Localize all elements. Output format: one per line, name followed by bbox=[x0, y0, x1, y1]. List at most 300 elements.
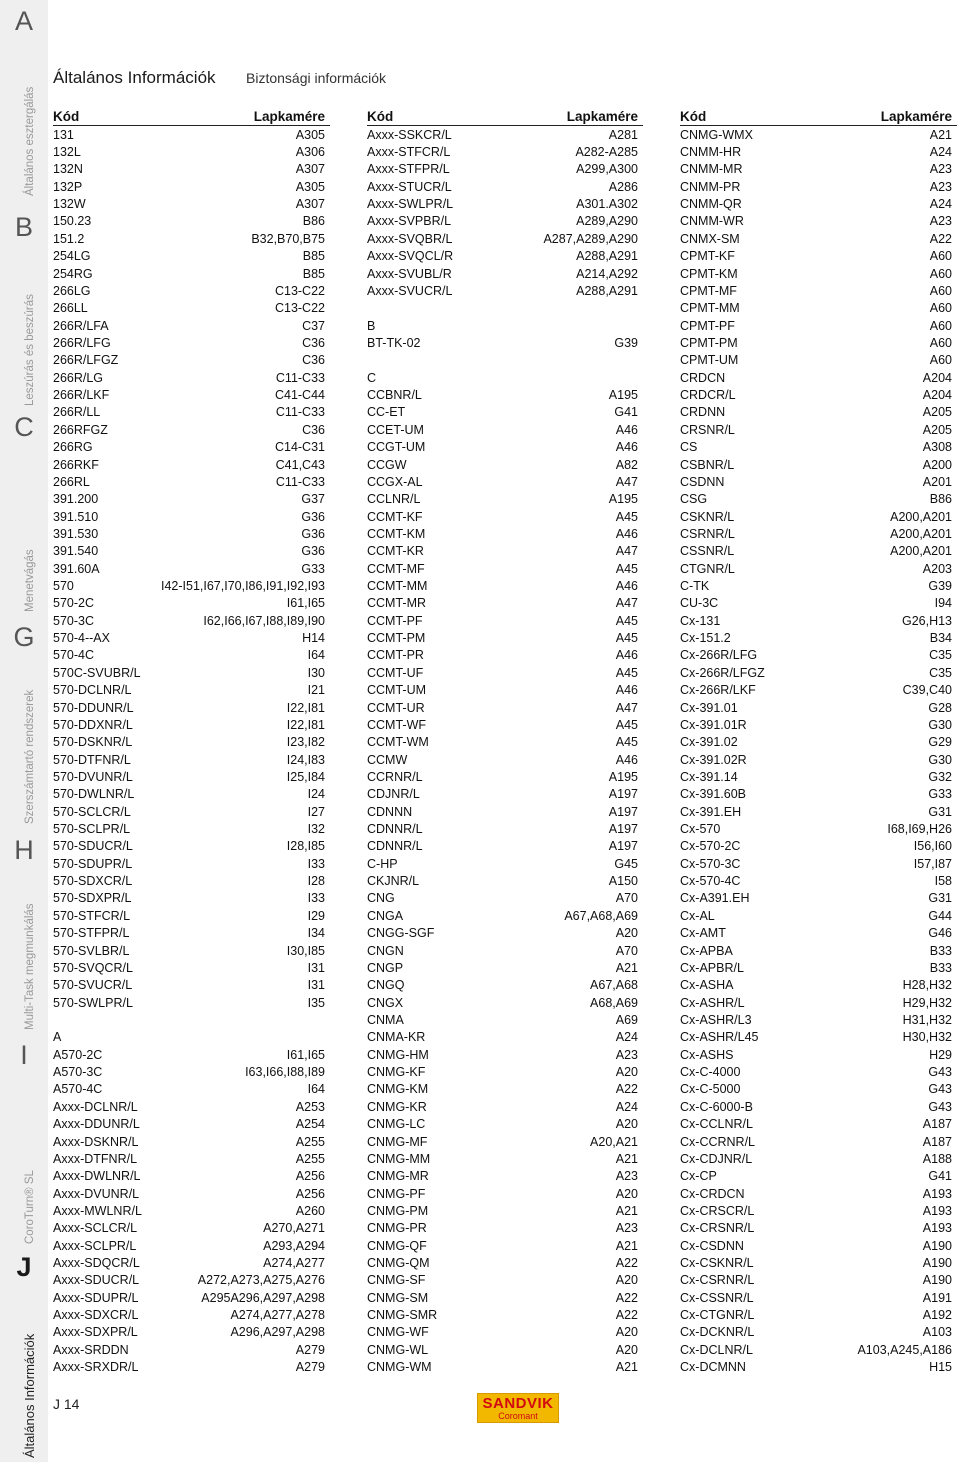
table-row bbox=[680, 925, 952, 942]
page-reference[interactable]: A295A296,A297,A298 bbox=[201, 1290, 325, 1305]
table-row bbox=[680, 369, 952, 386]
page-reference[interactable]: B86 bbox=[929, 492, 952, 507]
page-reference[interactable]: A47 bbox=[615, 596, 638, 611]
product-code: 266RFGZ bbox=[53, 422, 108, 437]
page-reference[interactable]: A46 bbox=[615, 526, 638, 541]
page-reference[interactable]: A288,A291 bbox=[576, 283, 638, 298]
page-reference[interactable]: I33 bbox=[307, 891, 325, 906]
page-reference[interactable]: G43 bbox=[928, 1065, 952, 1080]
page-reference[interactable]: A190 bbox=[922, 1256, 952, 1271]
table-row bbox=[53, 734, 325, 751]
page-reference[interactable]: A21 bbox=[615, 960, 638, 975]
page-reference[interactable]: A60 bbox=[929, 318, 952, 333]
page-reference[interactable]: C14-C31 bbox=[274, 440, 325, 455]
page-reference[interactable]: G29 bbox=[928, 735, 952, 750]
page-reference[interactable]: A70 bbox=[615, 891, 638, 906]
table-header bbox=[680, 107, 952, 126]
page-reference[interactable]: A254 bbox=[295, 1117, 325, 1132]
page-reference[interactable]: A203 bbox=[922, 561, 952, 576]
page-reference[interactable]: I58 bbox=[934, 874, 952, 889]
product-code: CRSNR/L bbox=[680, 422, 735, 437]
page-reference[interactable]: I31 bbox=[307, 978, 325, 993]
product-code: CCGX-AL bbox=[367, 474, 423, 489]
page-reference[interactable]: G46 bbox=[928, 926, 952, 941]
page-reference[interactable]: A255 bbox=[295, 1151, 325, 1166]
page-reference[interactable]: C35 bbox=[929, 665, 952, 680]
page-reference[interactable]: I35 bbox=[307, 995, 325, 1010]
product-code: CNMM-HR bbox=[680, 145, 742, 160]
page-reference[interactable]: A45 bbox=[615, 631, 638, 646]
table-row bbox=[53, 404, 325, 421]
table-row bbox=[53, 855, 325, 872]
page-reference[interactable]: A282-A285 bbox=[575, 145, 638, 160]
product-code: 570-DDUNR/L bbox=[53, 700, 134, 715]
page-reference[interactable]: A23 bbox=[929, 162, 952, 177]
product-code: Axxx-STFPR/L bbox=[367, 162, 450, 177]
page-reference[interactable]: A46 bbox=[615, 683, 638, 698]
table-row bbox=[367, 143, 638, 160]
page-reference[interactable]: A256 bbox=[295, 1186, 325, 1201]
page-reference[interactable]: H30,H32 bbox=[902, 1030, 952, 1045]
product-code: CCMT-MF bbox=[367, 561, 425, 576]
table-row bbox=[367, 473, 638, 490]
table-row bbox=[680, 525, 952, 542]
page-reference[interactable]: G43 bbox=[928, 1082, 952, 1097]
page-reference[interactable]: A22 bbox=[615, 1256, 638, 1271]
page-reference[interactable]: A201 bbox=[922, 474, 952, 489]
page-reference[interactable]: A205 bbox=[922, 422, 952, 437]
page-reference[interactable]: A287,A289,A290 bbox=[543, 231, 638, 246]
page-reference[interactable]: A23 bbox=[615, 1221, 638, 1236]
product-code: CNMM-PR bbox=[680, 179, 741, 194]
table-row bbox=[53, 248, 325, 265]
table-row bbox=[367, 942, 638, 959]
page-reference[interactable]: G36 bbox=[301, 509, 325, 524]
page-reference[interactable]: A20 bbox=[615, 1186, 638, 1201]
table-row bbox=[367, 1341, 638, 1358]
page-reference[interactable]: A193 bbox=[922, 1186, 952, 1201]
product-code: Cx-CSRNR/L bbox=[680, 1273, 755, 1288]
page-reference[interactable]: G26,H13 bbox=[901, 613, 952, 628]
page-reference[interactable]: G44 bbox=[928, 908, 952, 923]
section-letter-i[interactable]: I bbox=[20, 1040, 28, 1070]
page-reference[interactable]: A46 bbox=[615, 422, 638, 437]
page-reference[interactable]: G31 bbox=[928, 804, 952, 819]
page-reference[interactable]: A67,A68 bbox=[590, 978, 638, 993]
page-reference[interactable]: A20 bbox=[615, 1065, 638, 1080]
table-row bbox=[53, 508, 325, 525]
product-code: CNMX-SM bbox=[680, 231, 740, 246]
section-label-altalanos-esztergalas[interactable]: Általános esztergálás bbox=[24, 86, 36, 196]
page-reference[interactable]: A45 bbox=[615, 509, 638, 524]
page-reference[interactable]: A200,A201 bbox=[890, 526, 952, 541]
page-reference[interactable]: I64 bbox=[307, 648, 325, 663]
table-row bbox=[680, 1046, 952, 1063]
page-reference[interactable]: H29,H32 bbox=[902, 995, 952, 1010]
page-reference[interactable]: A279 bbox=[295, 1342, 325, 1357]
page-reference[interactable]: C13-C22 bbox=[274, 283, 325, 298]
page-reference[interactable]: I28 bbox=[307, 874, 325, 889]
page-reference[interactable]: A305 bbox=[295, 127, 325, 142]
page-reference[interactable]: A193 bbox=[922, 1221, 952, 1236]
page-reference[interactable]: H15 bbox=[929, 1360, 952, 1375]
page-reference[interactable]: A307 bbox=[295, 162, 325, 177]
page-reference[interactable]: I31 bbox=[307, 960, 325, 975]
page-reference[interactable]: A20 bbox=[615, 1325, 638, 1340]
page-reference[interactable]: A288,A291 bbox=[576, 249, 638, 264]
page-reference[interactable]: A22 bbox=[615, 1082, 638, 1097]
page-reference[interactable]: H29 bbox=[929, 1047, 952, 1062]
table-row bbox=[680, 699, 952, 716]
page-reference[interactable]: A200,A201 bbox=[890, 509, 952, 524]
table-row bbox=[680, 872, 952, 889]
product-code: 570-SVLBR/L bbox=[53, 943, 130, 958]
page-reference[interactable]: A286 bbox=[608, 179, 638, 194]
table-row bbox=[680, 907, 952, 924]
page-reference[interactable]: A22 bbox=[929, 231, 952, 246]
page-reference[interactable]: A296,A297,A298 bbox=[230, 1325, 325, 1340]
page-reference[interactable]: A20 bbox=[615, 1273, 638, 1288]
page-reference[interactable]: A21 bbox=[615, 1360, 638, 1375]
table-row bbox=[367, 282, 638, 299]
table-row bbox=[680, 682, 952, 699]
table-row bbox=[680, 786, 952, 803]
page-reference[interactable]: I62,I66,I67,I88,I89,I90 bbox=[203, 613, 325, 628]
page-reference[interactable]: C11-C33 bbox=[275, 405, 325, 420]
page-reference[interactable]: I22,I81 bbox=[286, 700, 325, 715]
page-reference[interactable]: A21 bbox=[615, 1151, 638, 1166]
page-reference[interactable]: C36 bbox=[302, 335, 325, 350]
product-code: CNMG-PM bbox=[367, 1203, 429, 1218]
page-reference[interactable]: C11-C33 bbox=[275, 474, 325, 489]
page-reference[interactable]: A103,A245,A186 bbox=[857, 1342, 952, 1357]
page-reference[interactable]: A22 bbox=[615, 1308, 638, 1323]
page-reference[interactable]: A187 bbox=[922, 1117, 952, 1132]
page-reference[interactable]: I30,I85 bbox=[286, 943, 325, 958]
page-reference[interactable]: A22 bbox=[615, 1290, 638, 1305]
product-code: Cx-CSKNR/L bbox=[680, 1256, 754, 1271]
section-label-leszuras[interactable]: Leszúrás és beszúrás bbox=[24, 294, 36, 406]
page-reference[interactable]: G43 bbox=[928, 1099, 952, 1114]
page-reference[interactable]: A20 bbox=[615, 926, 638, 941]
page-reference[interactable]: I21 bbox=[307, 683, 325, 698]
page-reference[interactable]: I24,I83 bbox=[286, 752, 325, 767]
page-reference[interactable]: A272,A273,A275,A276 bbox=[197, 1273, 325, 1288]
page-reference[interactable]: I63,I66,I88,I89 bbox=[245, 1065, 325, 1080]
page-reference[interactable]: A24 bbox=[929, 197, 952, 212]
page-reference[interactable]: A46 bbox=[615, 752, 638, 767]
product-code: 570-2C bbox=[53, 596, 94, 611]
section-label-coroturn-sl[interactable]: CoroTurn® SL bbox=[24, 1170, 36, 1244]
table-row bbox=[680, 1081, 952, 1098]
page-reference[interactable]: A306 bbox=[295, 145, 325, 160]
page-reference[interactable]: G37 bbox=[301, 492, 325, 507]
product-code: Cx-C-4000 bbox=[680, 1065, 741, 1080]
page-reference[interactable]: I61,I65 bbox=[286, 1047, 325, 1062]
page-reference[interactable]: C36 bbox=[302, 422, 325, 437]
page-reference[interactable]: H28,H32 bbox=[902, 978, 952, 993]
page-reference[interactable]: A255 bbox=[295, 1134, 325, 1149]
product-code: CCMT-MM bbox=[367, 579, 428, 594]
page-reference[interactable]: A20 bbox=[615, 1117, 638, 1132]
page-reference[interactable]: A281 bbox=[608, 127, 638, 142]
page-reference[interactable]: A47 bbox=[615, 700, 638, 715]
section-label-altalanos-informaciok[interactable]: Általános Információk bbox=[22, 1333, 37, 1458]
product-code: CNMG-MF bbox=[367, 1134, 428, 1149]
page-reference[interactable]: C39,C40 bbox=[902, 683, 952, 698]
page-reference[interactable]: I33 bbox=[307, 856, 325, 871]
page-reference[interactable]: A200 bbox=[922, 457, 952, 472]
page-reference[interactable]: A289,A290 bbox=[576, 214, 638, 229]
page-reference[interactable]: G36 bbox=[301, 544, 325, 559]
page-reference[interactable]: A67,A68,A69 bbox=[564, 908, 638, 923]
page-reference[interactable]: G31 bbox=[928, 891, 952, 906]
page-reference[interactable]: A69 bbox=[615, 1013, 638, 1027]
page-reference[interactable]: A190 bbox=[922, 1238, 952, 1253]
table-row bbox=[53, 1081, 325, 1098]
page-reference[interactable]: I57,I87 bbox=[913, 856, 952, 871]
index-column-3 bbox=[680, 107, 952, 1376]
page-reference[interactable]: G32 bbox=[928, 769, 952, 784]
product-code: Cx-131 bbox=[680, 613, 721, 628]
page-reference[interactable]: A45 bbox=[615, 735, 638, 750]
page-reference[interactable]: A46 bbox=[615, 440, 638, 455]
page-reference[interactable]: A195 bbox=[608, 769, 638, 784]
page-reference[interactable]: A279 bbox=[295, 1360, 325, 1375]
page-reference[interactable]: A214,A292 bbox=[576, 266, 638, 281]
page-reference[interactable]: I23,I82 bbox=[286, 735, 325, 750]
product-code: CNGQ bbox=[367, 978, 405, 993]
page-reference[interactable]: A45 bbox=[615, 665, 638, 680]
product-code: 570-SDXPR/L bbox=[53, 891, 132, 906]
page-reference[interactable]: A150 bbox=[608, 874, 638, 889]
page-reference[interactable]: B32,B70,B75 bbox=[251, 231, 325, 246]
page-reference[interactable]: I24 bbox=[307, 787, 325, 802]
page-reference[interactable]: G45 bbox=[614, 856, 638, 871]
page-reference[interactable]: I42-I51,I67,I70,I86,I91,I92,I93 bbox=[160, 579, 325, 594]
page-reference[interactable]: B34 bbox=[929, 631, 952, 646]
page-reference[interactable]: A299,A300 bbox=[576, 162, 638, 177]
page-reference[interactable]: A274,A277,A278 bbox=[230, 1308, 325, 1323]
table-row bbox=[367, 421, 638, 438]
page-reference[interactable]: B33 bbox=[929, 960, 952, 975]
table-row bbox=[53, 230, 325, 247]
page-reference[interactable]: A60 bbox=[929, 353, 952, 368]
page-reference[interactable]: G30 bbox=[928, 717, 952, 732]
page-reference[interactable]: A24 bbox=[615, 1030, 638, 1045]
table-row bbox=[53, 699, 325, 716]
page-reference[interactable]: G30 bbox=[928, 752, 952, 767]
page-reference[interactable]: A200,A201 bbox=[890, 544, 952, 559]
page-reference[interactable]: C41-C44 bbox=[274, 388, 325, 403]
page-reference[interactable]: A197 bbox=[608, 839, 638, 854]
page-reference[interactable]: C41,C43 bbox=[275, 457, 325, 472]
product-code: Axxx-DWLNR/L bbox=[53, 1169, 141, 1184]
page-reference[interactable]: A60 bbox=[929, 335, 952, 350]
table-row bbox=[680, 734, 952, 751]
table-row bbox=[367, 1359, 638, 1376]
page-reference[interactable]: I68,I69,H26 bbox=[887, 822, 952, 837]
page-reference[interactable]: A190 bbox=[922, 1273, 952, 1288]
product-code: CNMG-KF bbox=[367, 1065, 426, 1080]
page-reference[interactable]: A308 bbox=[922, 440, 952, 455]
page-reference[interactable]: A46 bbox=[615, 579, 638, 594]
table-row bbox=[367, 577, 638, 594]
page-reference[interactable]: A270,A271 bbox=[263, 1221, 325, 1236]
table-row bbox=[53, 282, 325, 299]
page-number: J 14 bbox=[53, 1396, 80, 1412]
page-reference[interactable]: A204 bbox=[922, 388, 952, 403]
section-letter-g[interactable]: G bbox=[13, 622, 35, 652]
page-reference[interactable]: A24 bbox=[929, 145, 952, 160]
page-reference[interactable]: A260 bbox=[295, 1203, 325, 1218]
table-row bbox=[680, 1306, 952, 1323]
page-reference[interactable]: G28 bbox=[928, 700, 952, 715]
page-reference[interactable]: A197 bbox=[608, 804, 638, 819]
page-reference[interactable]: I94 bbox=[934, 596, 952, 611]
page-reference[interactable]: A45 bbox=[615, 561, 638, 576]
page-reference[interactable]: A82 bbox=[615, 457, 638, 472]
table-row bbox=[367, 438, 638, 455]
page-reference[interactable]: G33 bbox=[928, 787, 952, 802]
page-reference[interactable]: A187 bbox=[922, 1134, 952, 1149]
page-reference[interactable]: B33 bbox=[929, 943, 952, 958]
table-row bbox=[53, 820, 325, 837]
page-reference[interactable]: G33 bbox=[301, 561, 325, 576]
page-reference[interactable]: A45 bbox=[615, 717, 638, 732]
page-reference[interactable]: A60 bbox=[929, 283, 952, 298]
product-code: CDNNR/L bbox=[367, 822, 423, 837]
table-row bbox=[367, 751, 638, 768]
table-row bbox=[367, 1150, 638, 1167]
page-reference[interactable]: A20,A21 bbox=[590, 1134, 638, 1149]
page-reference[interactable]: A21 bbox=[615, 1238, 638, 1253]
page-reference[interactable]: A68,A69 bbox=[590, 995, 638, 1010]
table-row bbox=[680, 716, 952, 733]
section-label-menetvagas[interactable]: Menetvágás bbox=[24, 549, 36, 612]
page-reference[interactable]: I22,I81 bbox=[286, 717, 325, 732]
page-reference[interactable]: C35 bbox=[929, 648, 952, 663]
page-reference[interactable]: A193 bbox=[922, 1203, 952, 1218]
product-code: Cx-CCRNR/L bbox=[680, 1134, 755, 1149]
page-reference[interactable]: I30 bbox=[307, 665, 325, 680]
section-letter-h[interactable]: H bbox=[14, 835, 34, 865]
page-reference[interactable]: I27 bbox=[307, 804, 325, 819]
page-reference[interactable]: C37 bbox=[302, 318, 325, 333]
product-code: 150.23 bbox=[53, 214, 92, 229]
page-reference[interactable]: A46 bbox=[615, 648, 638, 663]
page-reference[interactable]: A256 bbox=[295, 1169, 325, 1184]
product-code: Cx-151.2 bbox=[680, 631, 731, 646]
page-reference[interactable]: H31,H32 bbox=[902, 1013, 952, 1027]
page-reference[interactable]: I56,I60 bbox=[913, 839, 952, 854]
product-code: CCMT-UM bbox=[367, 683, 427, 698]
page-reference[interactable]: A60 bbox=[929, 249, 952, 264]
page-reference[interactable]: A301.A302 bbox=[576, 197, 638, 212]
page-reference[interactable]: A192 bbox=[922, 1308, 952, 1323]
page-reference[interactable]: G41 bbox=[928, 1169, 952, 1184]
page-reference[interactable]: I25,I84 bbox=[286, 769, 325, 784]
page-reference[interactable]: I34 bbox=[307, 926, 325, 941]
page-reference[interactable]: A60 bbox=[929, 266, 952, 281]
page-reference[interactable]: A293,A294 bbox=[263, 1238, 325, 1253]
page-reference[interactable]: A195 bbox=[608, 388, 638, 403]
table-row bbox=[367, 959, 638, 976]
page-reference[interactable]: A305 bbox=[295, 179, 325, 194]
page-reference[interactable]: A20 bbox=[615, 1342, 638, 1357]
page-reference[interactable]: A47 bbox=[615, 544, 638, 559]
page-reference[interactable]: A23 bbox=[615, 1169, 638, 1184]
page-reference[interactable]: A24 bbox=[615, 1099, 638, 1114]
table-row bbox=[367, 1115, 638, 1132]
page-reference[interactable]: A45 bbox=[615, 613, 638, 628]
page-reference[interactable]: A21 bbox=[615, 1203, 638, 1218]
page-reference[interactable]: A191 bbox=[922, 1290, 952, 1305]
page-reference[interactable]: A47 bbox=[615, 474, 638, 489]
page-reference[interactable]: B86 bbox=[302, 214, 325, 229]
page-reference[interactable]: A195 bbox=[608, 492, 638, 507]
page-reference[interactable]: A204 bbox=[922, 370, 952, 385]
table-row bbox=[680, 248, 952, 265]
page-reference[interactable]: I64 bbox=[307, 1082, 325, 1097]
page-reference[interactable]: A103 bbox=[922, 1325, 952, 1340]
page-reference[interactable]: G39 bbox=[928, 579, 952, 594]
section-letter-b[interactable]: B bbox=[14, 212, 33, 242]
page-reference[interactable]: G41 bbox=[614, 405, 638, 420]
page-reference[interactable]: I61,I65 bbox=[286, 596, 325, 611]
page-reference[interactable]: A274,A277 bbox=[263, 1256, 325, 1271]
product-code: C-TK bbox=[680, 579, 710, 594]
section-letter-c[interactable]: C bbox=[14, 412, 34, 442]
page-reference[interactable]: G39 bbox=[614, 335, 638, 350]
page-reference[interactable]: I32 bbox=[307, 822, 325, 837]
page-reference[interactable]: C11-C33 bbox=[275, 370, 325, 385]
page-reference[interactable]: A60 bbox=[929, 301, 952, 316]
page-reference[interactable]: G36 bbox=[301, 526, 325, 541]
page-reference[interactable]: A23 bbox=[929, 214, 952, 229]
table-row bbox=[680, 195, 952, 212]
page-reference[interactable]: A197 bbox=[608, 787, 638, 802]
page-reference[interactable]: A23 bbox=[929, 179, 952, 194]
page-reference[interactable]: B85 bbox=[302, 266, 325, 281]
section-label-multi-task[interactable]: Multi-Task megmunkálás bbox=[24, 903, 36, 1030]
section-letter-a[interactable]: A bbox=[14, 6, 33, 36]
product-code: CCMT-KR bbox=[367, 544, 424, 559]
page-reference[interactable]: A307 bbox=[295, 197, 325, 212]
product-code: CDNNN bbox=[367, 804, 413, 819]
page-reference[interactable]: A188 bbox=[922, 1151, 952, 1166]
page-reference[interactable]: I29 bbox=[307, 908, 325, 923]
product-code: Axxx-STUCR/L bbox=[367, 179, 452, 194]
page-reference[interactable]: A205 bbox=[922, 405, 952, 420]
table-row bbox=[680, 664, 952, 681]
page-reference[interactable]: A197 bbox=[608, 822, 638, 837]
section-label-szerszamtarto[interactable]: Szerszámtartó rendszerek bbox=[24, 689, 36, 824]
page-reference[interactable]: A70 bbox=[615, 943, 638, 958]
product-code: Axxx-SDQCR/L bbox=[53, 1256, 140, 1271]
page-reference[interactable]: H14 bbox=[302, 631, 325, 646]
page-reference[interactable]: A253 bbox=[295, 1099, 325, 1114]
product-code: 132L bbox=[53, 145, 81, 160]
page-reference[interactable]: C36 bbox=[302, 353, 325, 368]
page-reference[interactable]: A23 bbox=[615, 1047, 638, 1062]
page-reference[interactable]: B85 bbox=[302, 249, 325, 264]
section-letter-j[interactable]: J bbox=[16, 1252, 32, 1282]
page-reference[interactable]: A21 bbox=[929, 127, 952, 142]
page-reference[interactable]: C13-C22 bbox=[274, 301, 325, 316]
product-code: 570-4--AX bbox=[53, 631, 110, 646]
page-reference[interactable]: I28,I85 bbox=[286, 839, 325, 854]
